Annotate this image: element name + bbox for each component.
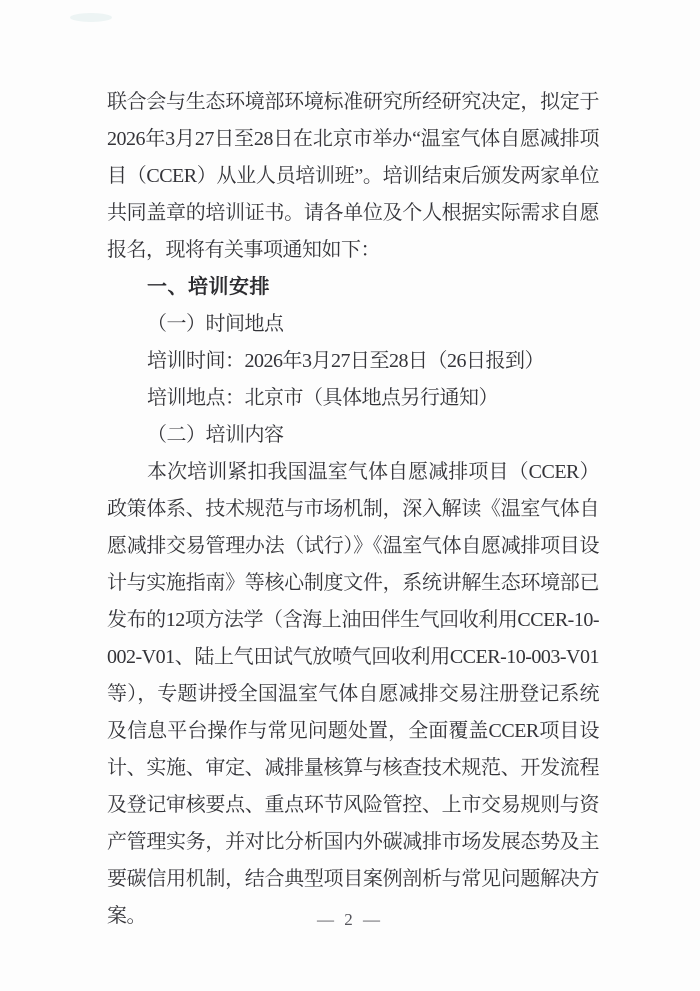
page-number: — 2 —: [317, 910, 383, 929]
scan-smudge-artifact: [70, 13, 112, 22]
paragraph-continuation: 联合会与生态环境部环境标准研究所经研究决定，拟定于2026年3月27日至28日在北京市举办“温室气体自愿减排项目（CCER）从业人员培训班”。培训结束后颁发两家单位共同盖章的培训证书。请各单位及个人根据实际需求自愿报名，现将有关事项通知如下：: [107, 91, 599, 261]
paragraph-training-content-detail: 本次培训紧扣我国温室气体自愿减排项目（CCER）政策体系、技术规范与市场机制，深入解读《温室气体自愿减排交易管理办法（试行）》《温室气体自愿减排项目设计与实施指南》等核心制度文件，系统讲解生态环境部已发布的12项方法学（含海上油田伴生气回收利用CCER-10-002-V01、陆上气田试气放喷气回收利用CCER-10-003-V01等），专题讲授全国温室气体自愿减排交易注册登记系统及信息平台操作与常见问题处置，全面覆盖CCER项目设计、实施、审定、减排量核算与核查技术规范、开发流程及登记审核要点、重点环节风险管控、上市交易规则与资产管理实务，并对比分析国内外碳减排市场发展态势及主要碳信用机制，结合典型项目案例剖析与常见问题解决方案。: [107, 461, 599, 927]
page-content: [107, 84, 599, 935]
section-heading-training-arrangement: 一、培训安排: [147, 276, 270, 298]
page-footer: [0, 905, 700, 935]
subheading-time-location: （一）时间地点: [147, 313, 284, 335]
subheading-training-content: （二）培训内容: [147, 424, 284, 446]
line-training-location: 培训地点：北京市（具体地点另行通知）: [147, 387, 498, 409]
line-training-time: 培训时间：2026年3月27日至28日（26日报到）: [147, 350, 544, 372]
